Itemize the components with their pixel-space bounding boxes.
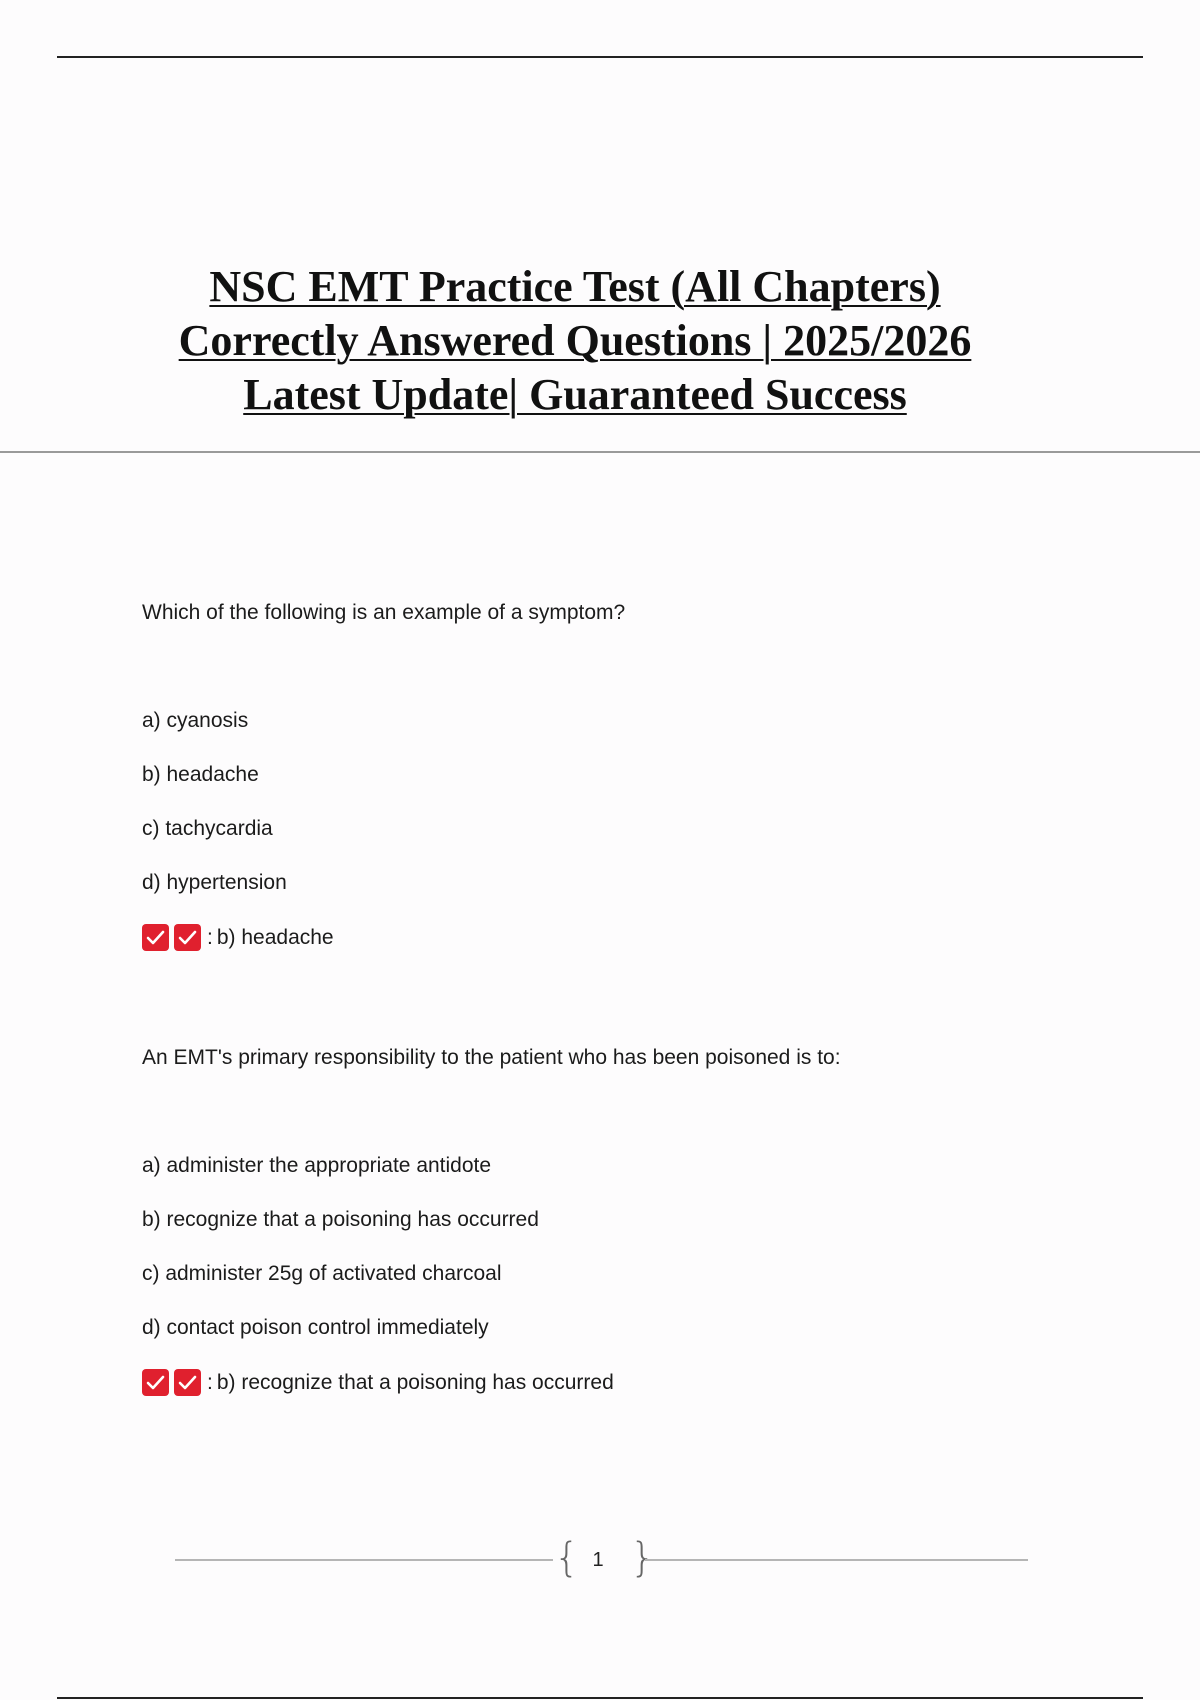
page-footer [175, 1535, 1028, 1581]
footer-rule-left [175, 1559, 553, 1561]
answer-line [142, 1369, 1142, 1396]
option-c: c) administer 25g of activated charcoal [142, 1262, 502, 1285]
question-list [142, 600, 1142, 1396]
option-a: a) cyanosis [142, 709, 249, 732]
question-2 [142, 1045, 1142, 1396]
bottom-rule [57, 1697, 1143, 1699]
answer-text: b) headache [216, 925, 334, 949]
option-c: c) tachycardia [142, 817, 273, 840]
answer-separator: : [207, 925, 213, 949]
footer-brace-left: { [554, 1535, 580, 1581]
document-title [0, 260, 1150, 422]
check-square-icon [174, 1369, 201, 1396]
option-b: b) recognize that a poisoning has occurred [142, 1208, 539, 1231]
option-a: a) administer the appropriate antidote [142, 1154, 492, 1177]
question-text: Which of the following is an example of a symptom? [142, 601, 626, 624]
title-divider [0, 451, 1200, 453]
question-text: An EMT's primary responsibility to the patient who has been poisoned is to: [142, 1046, 841, 1069]
option-d: d) contact poison control immediately [142, 1316, 489, 1339]
check-square-icon [142, 1369, 169, 1396]
answer-text: b) recognize that a poisoning has occurred [216, 1370, 614, 1394]
option-d: d) hypertension [142, 871, 287, 894]
answer-line [142, 924, 1142, 951]
option-b: b) headache [142, 763, 259, 786]
page-number: 1 [592, 1549, 604, 1571]
answer-separator: : [207, 1370, 213, 1394]
check-square-icon [142, 924, 169, 951]
check-square-icon [174, 924, 201, 951]
top-rule [57, 56, 1143, 58]
title-line-3: Latest Update| Guaranteed Success [243, 370, 907, 419]
footer-brace-right: } [630, 1535, 656, 1581]
title-line-2: Correctly Answered Questions | 2025/2026 [178, 316, 972, 365]
footer-rule-right [645, 1559, 1028, 1561]
question-1 [142, 600, 1142, 951]
title-line-1: NSC EMT Practice Test (All Chapters) [209, 262, 941, 311]
